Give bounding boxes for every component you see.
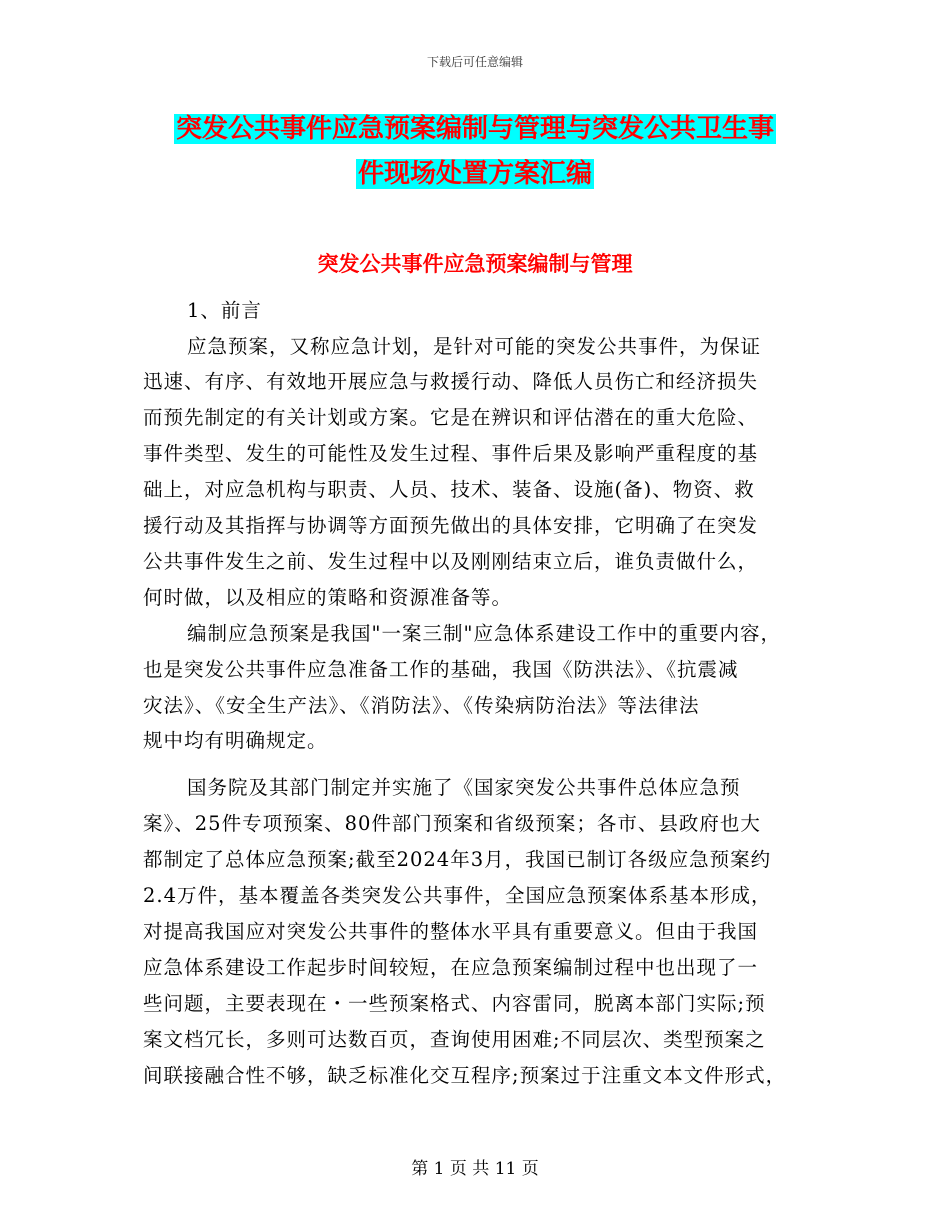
document-title-line-1 <box>0 111 950 147</box>
body-line: 案文档冗长，多则可达数百页，查询使用困难;不同层次、类型预案之 <box>143 1028 766 1051</box>
body-line: 国务院及其部门制定并实施了《国家突发公共事件总体应急预 <box>187 776 741 799</box>
body-line: 公共事件发生之前、发生过程中以及刚刚结束立后，谁负责做什么， <box>143 550 759 573</box>
body-line: 间联接融合性不够，缺乏标准化交互程序;预案过于注重文本文件形式， <box>143 1064 787 1087</box>
document-title-line-2 <box>0 156 950 192</box>
body-line: 础上，对应急机构与职责、人员、技术、装备、设施(备)、物资、救 <box>143 478 755 501</box>
header-note: 下载后可任意编辑 <box>426 55 523 69</box>
body-line: 灾法》、《安全生产法》、《消防法》、《传染病防治法》等法律法 <box>143 694 700 717</box>
body-line: 案》、25件专项预案、80件部门预案和省级预案；各市、县政府也大 <box>143 812 761 835</box>
body-line: 2.4万件，基本覆盖各类突发公共事件，全国应急预案体系基本形成， <box>143 884 772 907</box>
body-line: 事件类型、发生的可能性及发生过程、事件后果及影响严重程度的基 <box>143 442 759 465</box>
body-line: 援行动及其指挥与协调等方面预先做出的具体安排，它明确了在突发 <box>143 514 759 537</box>
body-line: 都制定了总体应急预案;截至2024年3月，我国已制订各级应急预案约 <box>143 848 772 871</box>
body-line: 何时做，以及相应的策略和资源准备等。 <box>143 586 513 609</box>
body-line: 规中均有明确规定。 <box>143 729 328 752</box>
body-line: 也是突发公共事件应急准备工作的基础，我国《防洪法》、《抗震减 <box>143 658 739 681</box>
document-title-text-2: 件现场处置方案汇编 <box>357 159 592 189</box>
body-line: 1、前言 <box>187 299 262 322</box>
document-title-text-1: 突发公共事件应急预案编制与管理与突发公共卫生事 <box>175 114 774 144</box>
page-footer: 第 1 页 共 11 页 <box>411 1159 539 1179</box>
section-title: 突发公共事件应急预案编制与管理 <box>317 251 633 276</box>
body-line: 些问题，主要表现在・一些预案格式、内容雷同，脱离本部门实际;预 <box>143 992 766 1015</box>
body-line: 迅速、有序、有效地开展应急与救援行动、降低人员伤亡和经济损失 <box>143 370 759 393</box>
body-line: 应急预案，又称应急计划，是针对可能的突发公共事件，为保证 <box>187 335 762 358</box>
body-line: 应急体系建设工作起步时间较短，在应急预案编制过程中也出现了一 <box>143 956 759 979</box>
body-line: 对提高我国应对突发公共事件的整体水平具有重要意义。但由于我国 <box>143 920 759 943</box>
body-line: 编制应急预案是我国"一案三制"应急体系建设工作中的重要内容， <box>187 622 781 645</box>
body-line: 而预先制定的有关计划或方案。它是在辨识和评估潜在的重大危险、 <box>143 406 759 429</box>
